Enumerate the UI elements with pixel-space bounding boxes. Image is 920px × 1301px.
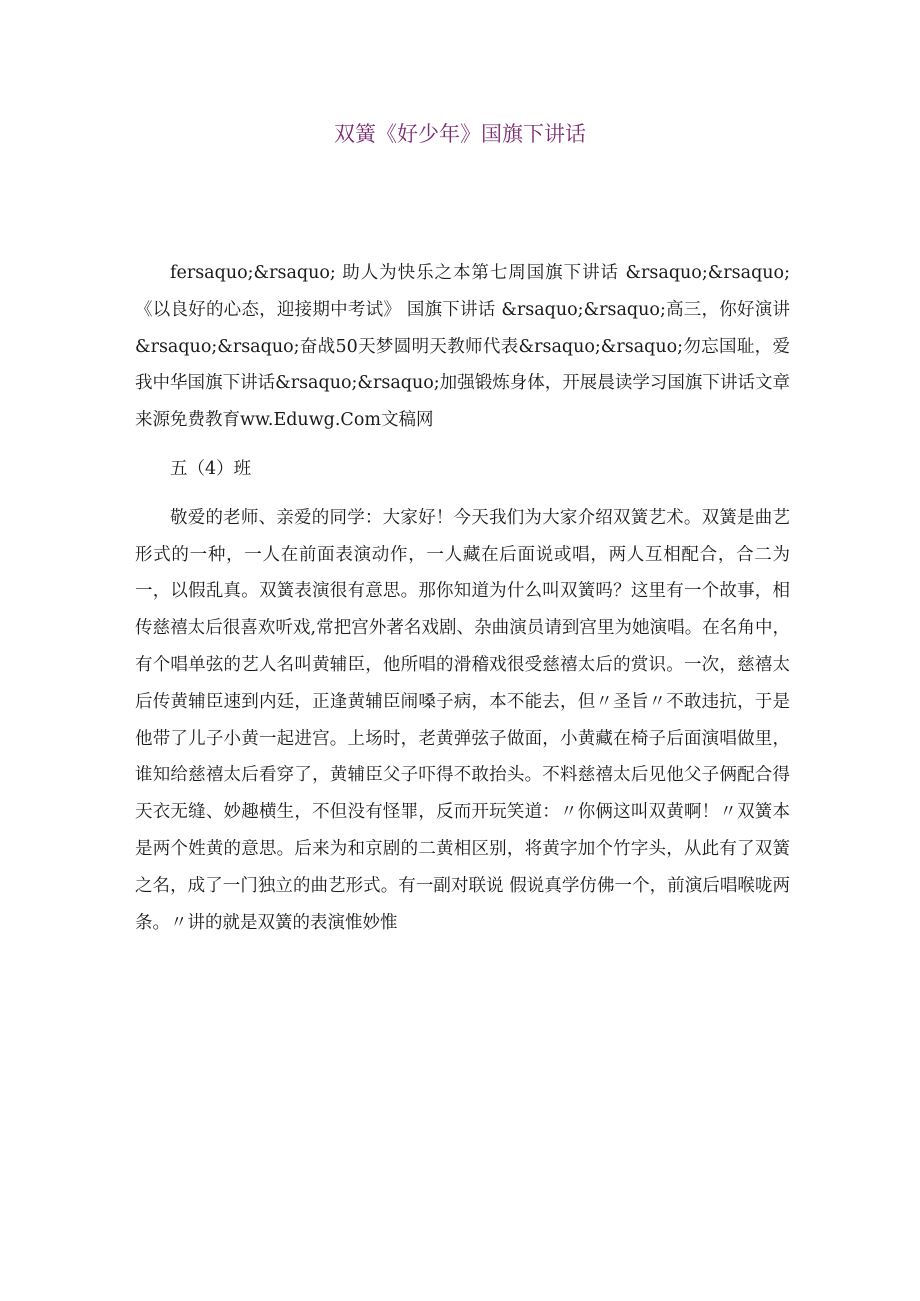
paragraph-speech: 敬爱的老师、亲爱的同学：大家好！今天我们为大家介绍双簧艺术。双簧是曲艺形式的一种，一人在前面表演动作，一人藏在后面说或唱，两人互相配合，合二为一，以假乱真。双簧表演很有意思。那你知道为什么叫双簧吗？这里有一个故事，相传慈禧太后很喜欢听戏,常把宫外著名戏剧、杂曲演员请到宫里为她演唱。在名角中，有个唱单弦的艺人名叫黄辅臣，他所唱的滑稽戏很受慈禧太后的赏识。一次，慈禧太后传黄辅臣速到内廷，正逢黄辅臣闹嗓子病，本不能去，但〃圣旨〃不敢违抗，于是他带了儿子小黄一起进宫。上场时，老黄弹弦子做面，小黄藏在椅子后面演唱做里，谁知给慈禧太后看穿了，黄辅臣父子吓得不敢抬头。不料慈禧太后见他父子俩配合得天衣无缝、妙趣横生，不但没有怪罪，反而开玩笑道：〃你俩这叫双黄啊！〃双簧本是两个姓黄的意思。后来为和京剧的二黄相区别，将黄字加个竹字头，从此有了双簧之名，成了一门独立的曲艺形式。有一副对联说 假说真学仿佛一个，前演后唱喉咙两条。〃讲的就是双簧的表演惟妙惟 <box>135 507 790 933</box>
document-body <box>135 255 790 953</box>
paragraph-intro: fersaquo;&rsaquo; 助人为快乐之本第七周国旗下讲话 &rsaquo;&rsaquo; 《以良好的心态，迎接期中考试》 国旗下讲话 &rsaquo;&rsaquo;高三，你好演讲&rsaquo;&rsaquo;奋战50天梦圆明天教师代表&rsaquo;&rsaquo;勿忘国耻，爱我中华国旗下讲话&rsaquo;&rsaquo;加强锻炼身体，开展晨读学习国旗下讲话文章来源免费教育ww.Eduwg.Com文稿网 <box>135 263 790 431</box>
page-title: 双簧《好少年》国旗下讲话 <box>334 122 586 146</box>
paragraph-class: 五（4）班 <box>170 458 252 479</box>
